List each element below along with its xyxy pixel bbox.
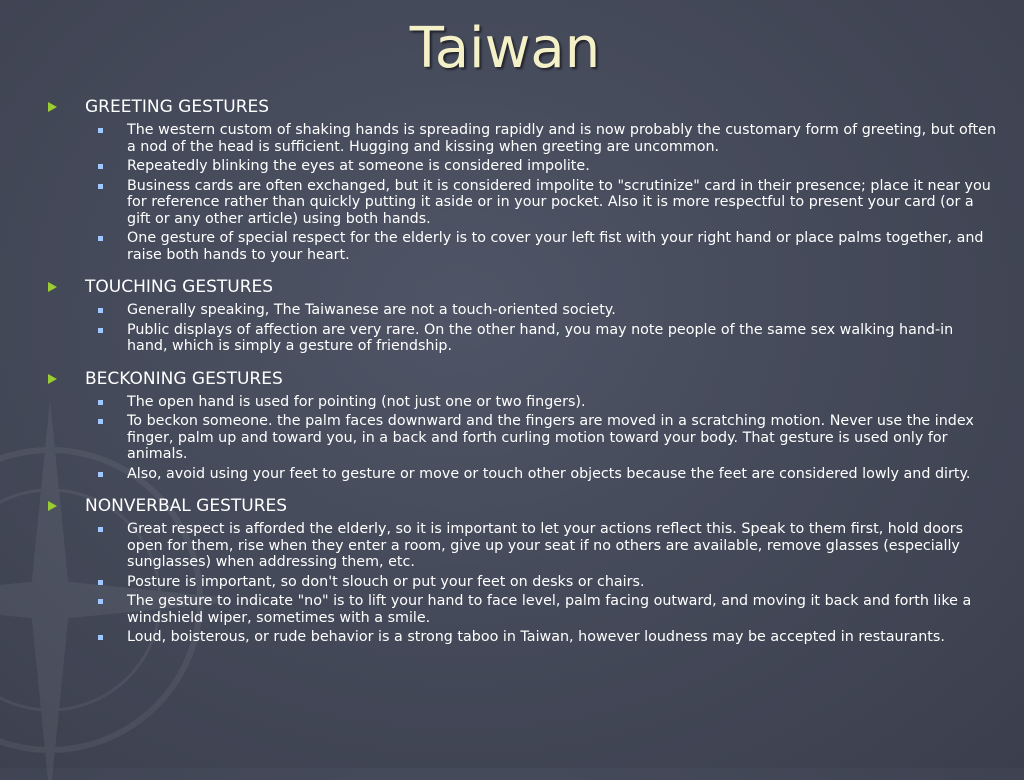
arrow-bullet-icon	[48, 501, 57, 511]
section-heading-row	[46, 495, 998, 517]
section-heading: GREETING GESTURES	[85, 97, 270, 117]
square-bullet-icon	[98, 419, 103, 424]
list-item	[98, 122, 998, 155]
arrow-bullet-icon	[48, 282, 57, 292]
list-item-text: Also, avoid using your feet to gesture or move or touch other objects because the feet are considered lowly and dirty.	[127, 465, 971, 482]
slide-title: Taiwan	[409, 16, 601, 81]
list-item-text: The western custom of shaking hands is spreading rapidly and is now probably the customary form of greeting, but often a nod of the head is sufficient. Hugging and kissing when greeting are uncommon.	[127, 122, 997, 155]
list-item	[98, 322, 998, 355]
list-item	[98, 466, 998, 483]
list-item-text: Generally speaking, The Taiwanese are not a touch-oriented society.	[127, 302, 616, 318]
square-bullet-icon	[98, 527, 103, 532]
square-bullet-icon	[98, 236, 103, 241]
list-item-text: The open hand is used for pointing (not just one or two fingers).	[127, 393, 586, 410]
bullet-list	[46, 521, 998, 646]
slide-content	[46, 96, 998, 659]
list-item-text: The gesture to indicate "no" is to lift your hand to face level, palm facing outward, and moving it back and forth like a windshield wiper, sometimes with a smile.	[127, 593, 972, 626]
square-bullet-icon	[98, 400, 103, 405]
square-bullet-icon	[98, 635, 103, 640]
square-bullet-icon	[98, 184, 103, 189]
section-heading-row	[46, 276, 998, 298]
square-bullet-icon	[98, 308, 103, 313]
section-heading: NONVERBAL GESTURES	[85, 496, 288, 516]
bullet-list	[46, 302, 998, 355]
list-item	[98, 302, 998, 319]
arrow-bullet-icon	[48, 102, 57, 112]
section-heading: BECKONING GESTURES	[85, 368, 283, 389]
list-item	[98, 629, 998, 646]
list-item-text: Business cards are often exchanged, but it is considered impolite to "scrutinize" card in their presence; place it near you for reference rather than quickly putting it aside or in your pocket. Also it is more respectful to present your card (or a gift or any other article) using both hands.	[127, 177, 991, 227]
list-item	[98, 574, 998, 591]
square-bullet-icon	[98, 599, 103, 604]
square-bullet-icon	[98, 472, 103, 477]
square-bullet-icon	[98, 328, 103, 333]
section-greeting-gestures	[46, 96, 998, 263]
list-item-text: Public displays of affection are very rare. On the other hand, you may note people of the same sex walking hand-in hand, which is simply a gesture of friendship.	[127, 321, 954, 354]
section-heading-row	[46, 96, 998, 118]
list-item	[98, 394, 998, 411]
square-bullet-icon	[98, 580, 103, 585]
square-bullet-icon	[98, 128, 103, 133]
section-touching-gestures	[46, 276, 998, 355]
list-item	[98, 593, 998, 626]
bullet-list	[46, 394, 998, 483]
section-heading: TOUCHING GESTURES	[85, 277, 274, 297]
list-item	[98, 521, 998, 571]
bullet-list	[46, 122, 998, 263]
list-item-text: Repeatedly blinking the eyes at someone is considered impolite.	[127, 158, 590, 174]
list-item-text: To beckon someone. the palm faces downward and the fingers are moved in a scratching motion. Never use the index finger, palm up and toward you, in a back and forth curling motion toward your body. That gesture is used only for animals.	[127, 413, 974, 462]
section-heading-row	[46, 368, 998, 390]
list-item-text: Great respect is afforded the elderly, so it is important to let your actions reflect this. Speak to them first, hold doors open for them, rise when they enter a room, give up your seat if no others are available, remove glasses (especially sunglasses) when addressing them, etc.	[127, 521, 964, 570]
list-item	[98, 413, 998, 463]
list-item	[98, 178, 998, 228]
section-nonverbal-gestures	[46, 495, 998, 646]
square-bullet-icon	[98, 164, 103, 169]
list-item-text: Loud, boisterous, or rude behavior is a strong taboo in Taiwan, however loudness may be accepted in restaurants.	[127, 629, 945, 645]
arrow-bullet-icon	[48, 374, 57, 384]
list-item	[98, 158, 998, 175]
list-item	[98, 230, 998, 263]
list-item-text: Posture is important, so don't slouch or put your feet on desks or chairs.	[127, 573, 645, 590]
section-beckoning-gestures	[46, 368, 998, 483]
list-item-text: One gesture of special respect for the elderly is to cover your left fist with your right hand or place palms together, and raise both hands to your heart.	[127, 230, 984, 263]
